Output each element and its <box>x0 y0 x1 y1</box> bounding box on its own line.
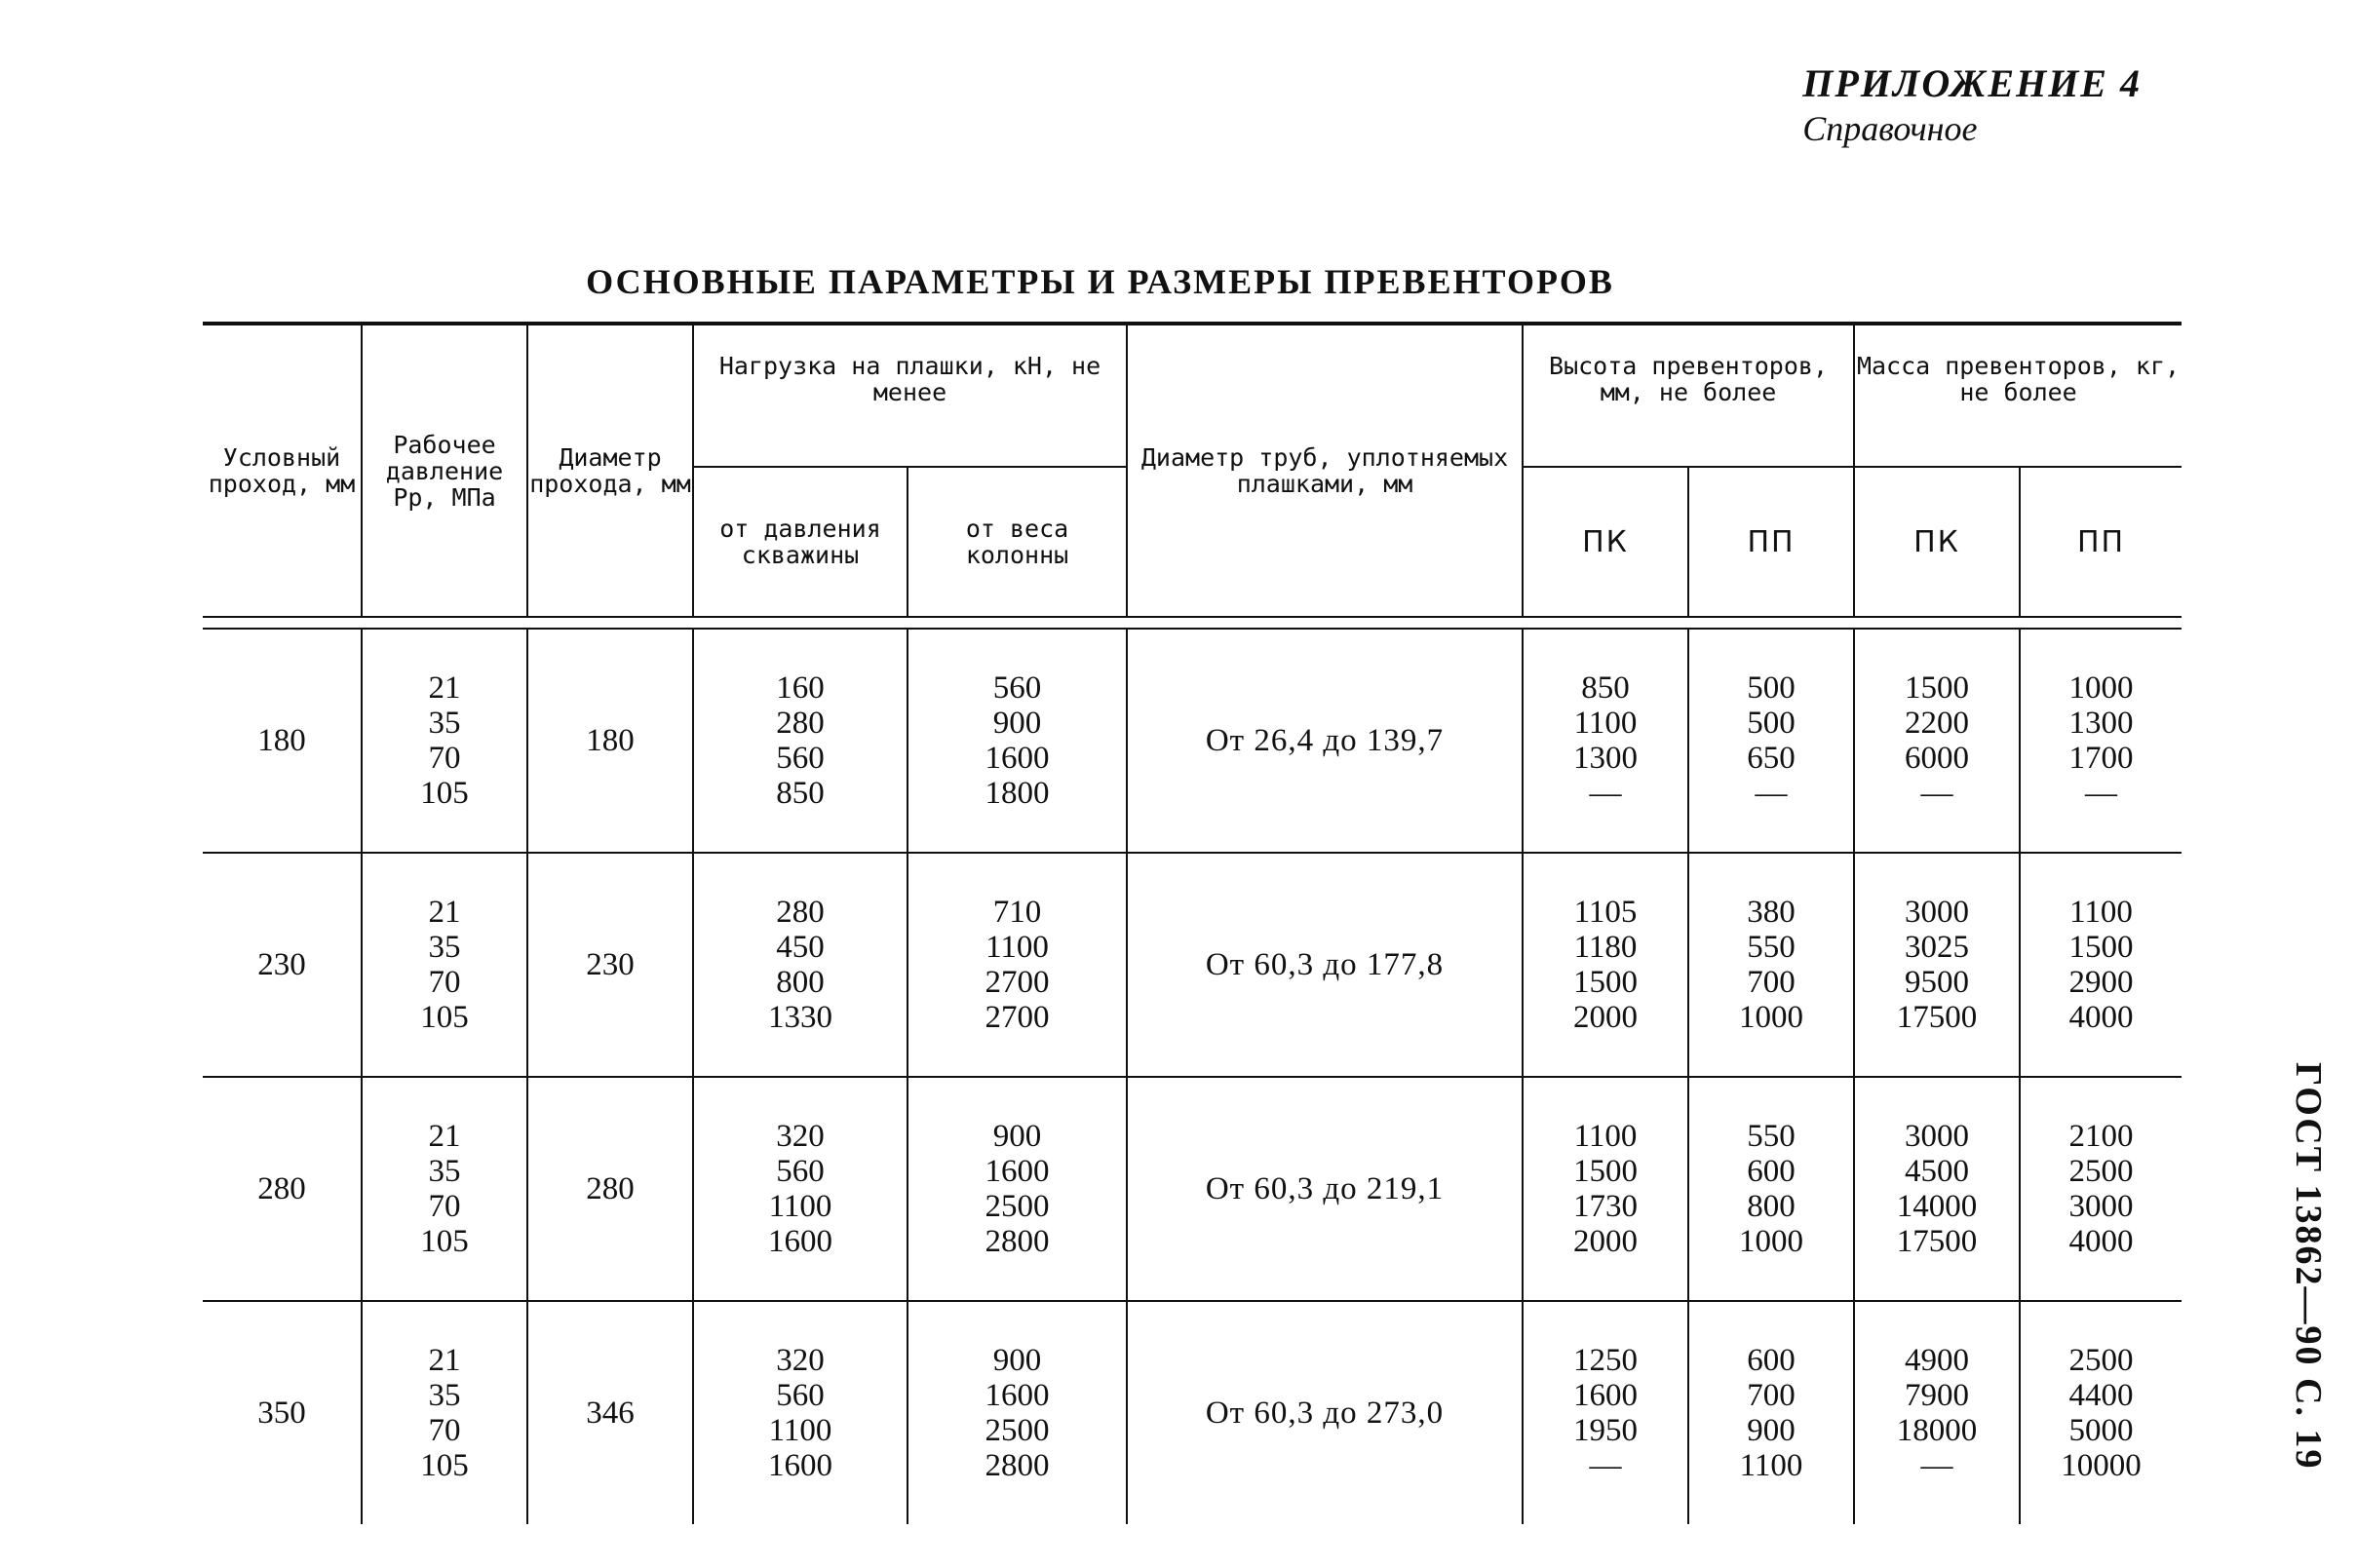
cell-working-pressure-value: 35 <box>428 1154 461 1189</box>
cell-mass-pp-value: 2900 <box>2068 965 2134 1000</box>
header-ram-load: Нагрузка на плашки, кН, не менее <box>693 325 1127 467</box>
cell-height-pk <box>1523 1301 1688 1524</box>
cell-mass-pp-value: 5000 <box>2068 1413 2134 1448</box>
cell-height-pk-value: 1100 <box>1573 1119 1638 1154</box>
cell-load-from-string-weight-value: 2800 <box>985 1224 1050 1259</box>
cell-load-from-well-pressure-value: 320 <box>776 1119 825 1154</box>
cell-height-pk-value: 1180 <box>1573 930 1638 965</box>
cell-mass-pp-value: 2100 <box>2068 1119 2134 1154</box>
cell-height-pk-value: 1500 <box>1573 965 1638 1000</box>
cell-working-pressure-value: 21 <box>428 895 461 930</box>
cell-working-pressure <box>362 1077 527 1301</box>
cell-load-from-well-pressure-value: 1100 <box>768 1189 832 1224</box>
cell-bore-diameter: 230 <box>527 853 693 1077</box>
header-mass: Масса превенторов, кг, не более <box>1854 325 2182 467</box>
header-bore-diameter: Диаметр прохода, мм <box>527 325 693 616</box>
document-title: ОСНОВНЫЕ ПАРАМЕТРЫ И РАЗМЕРЫ ПРЕВЕНТОРОВ <box>586 262 1614 301</box>
cell-bore-diameter: 280 <box>527 1077 693 1301</box>
cell-height-pp <box>1688 1077 1854 1301</box>
cell-height-pp-value: 700 <box>1747 965 1796 1000</box>
cell-working-pressure-value: 35 <box>428 930 461 965</box>
table-row <box>203 1077 2182 1301</box>
cell-height-pk-value: 2000 <box>1573 1224 1638 1259</box>
cell-working-pressure-value: 35 <box>428 706 461 741</box>
appendix-title: ПРИЛОЖЕНИЕ 4 <box>1802 61 2142 105</box>
cell-load-from-string-weight-value: 2800 <box>985 1448 1050 1483</box>
cell-bore-diameter: 180 <box>527 630 693 853</box>
cell-height-pp-value: 800 <box>1747 1189 1796 1224</box>
cell-working-pressure-value: 70 <box>428 965 461 1000</box>
cell-height-pp <box>1688 630 1854 853</box>
cell-nominal-bore: 230 <box>203 853 362 1077</box>
table-row <box>203 630 2182 853</box>
cell-load-from-string-weight <box>908 1077 1127 1301</box>
cell-load-from-string-weight-value: 900 <box>992 1343 1042 1378</box>
cell-height-pp-value: 900 <box>1747 1413 1796 1448</box>
cell-load-from-well-pressure <box>693 630 908 853</box>
cell-load-from-string-weight-value: 710 <box>992 895 1042 930</box>
cell-nominal-bore: 280 <box>203 1077 362 1301</box>
cell-mass-pp-value: 4000 <box>2068 1000 2134 1035</box>
cell-bore-diameter: 346 <box>527 1301 693 1524</box>
cell-load-from-string-weight-value: 2500 <box>985 1413 1050 1448</box>
cell-load-from-string-weight-value: 1600 <box>985 1378 1050 1413</box>
cell-mass-pp-value: — <box>2085 776 2117 811</box>
cell-working-pressure-value: 105 <box>420 1448 469 1483</box>
table-body <box>203 630 2182 1524</box>
header-pipe-diameter: Диаметр труб, уплотняемых плашками, мм <box>1127 325 1523 616</box>
cell-load-from-well-pressure-value: 280 <box>776 895 825 930</box>
cell-height-pp-value: — <box>1755 776 1788 811</box>
cell-working-pressure-value: 35 <box>428 1378 461 1413</box>
cell-height-pp-value: 700 <box>1747 1378 1796 1413</box>
cell-height-pp-value: 650 <box>1747 741 1796 776</box>
table-row <box>203 1301 2182 1524</box>
cell-working-pressure-value: 70 <box>428 741 461 776</box>
cell-height-pp-value: 1100 <box>1739 1448 1803 1483</box>
header-load-from-well-pressure: от давления скважины <box>693 467 908 616</box>
cell-pipe-diameter-range: От 26,4 до 139,7 <box>1127 630 1523 853</box>
cell-mass-pk-value: 3025 <box>1905 930 1969 965</box>
cell-load-from-string-weight <box>908 853 1127 1077</box>
cell-load-from-well-pressure-value: 320 <box>776 1343 825 1378</box>
cell-load-from-well-pressure-value: 450 <box>776 930 825 965</box>
cell-height-pp <box>1688 853 1854 1077</box>
cell-working-pressure-value: 70 <box>428 1189 461 1224</box>
cell-load-from-string-weight-value: 1600 <box>985 741 1050 776</box>
cell-load-from-well-pressure <box>693 1077 908 1301</box>
cell-mass-pp <box>2020 1301 2182 1524</box>
cell-height-pk-value: 2000 <box>1573 1000 1638 1035</box>
cell-mass-pk-value: 3000 <box>1905 895 1969 930</box>
cell-load-from-string-weight <box>908 1301 1127 1524</box>
cell-mass-pp-value: 4400 <box>2068 1378 2134 1413</box>
cell-load-from-well-pressure-value: 280 <box>776 706 825 741</box>
cell-mass-pk-value: 17500 <box>1896 1224 1978 1259</box>
cell-load-from-string-weight <box>908 630 1127 853</box>
cell-height-pk-value: 1100 <box>1573 706 1638 741</box>
cell-working-pressure-value: 105 <box>420 776 469 811</box>
cell-height-pp-value: 380 <box>1747 895 1796 930</box>
cell-height-pk-value: 1250 <box>1573 1343 1638 1378</box>
cell-working-pressure <box>362 630 527 853</box>
cell-mass-pp-value: 4000 <box>2068 1224 2134 1259</box>
cell-mass-pk <box>1854 853 2020 1077</box>
cell-load-from-well-pressure <box>693 1301 908 1524</box>
cell-mass-pk-value: 14000 <box>1896 1189 1978 1224</box>
appendix-subtitle: Справочное <box>1802 109 1978 148</box>
cell-pipe-diameter-range: От 60,3 до 273,0 <box>1127 1301 1523 1524</box>
header-height: Высота превенторов, мм, не более <box>1523 325 1854 467</box>
cell-height-pp-value: 500 <box>1747 706 1796 741</box>
cell-height-pk-value: 850 <box>1581 670 1630 706</box>
cell-load-from-well-pressure-value: 1600 <box>768 1448 832 1483</box>
preventer-parameters-table <box>203 322 2182 1524</box>
cell-mass-pk-value: 1500 <box>1905 670 1969 706</box>
cell-working-pressure-value: 21 <box>428 1343 461 1378</box>
cell-mass-pk-value: 17500 <box>1896 1000 1978 1035</box>
standard-page-label: ГОСТ 13862—90 С. 19 <box>2288 1062 2329 1471</box>
cell-mass-pp-value: 2500 <box>2068 1343 2134 1378</box>
table-header <box>203 325 2182 616</box>
cell-height-pp-value: 500 <box>1747 670 1796 706</box>
cell-mass-pk-value: 9500 <box>1905 965 1969 1000</box>
cell-height-pk-value: 1500 <box>1573 1154 1638 1189</box>
cell-height-pp-value: 600 <box>1747 1343 1796 1378</box>
cell-height-pk-value: — <box>1589 776 1622 811</box>
cell-height-pk <box>1523 630 1688 853</box>
cell-load-from-well-pressure-value: 1100 <box>768 1413 832 1448</box>
cell-mass-pk-value: 2200 <box>1905 706 1969 741</box>
cell-pipe-diameter-range: От 60,3 до 219,1 <box>1127 1077 1523 1301</box>
header-nominal-bore: Условный проход, мм <box>208 443 356 498</box>
cell-mass-pp <box>2020 630 2182 853</box>
cell-height-pk-value: 1950 <box>1573 1413 1638 1448</box>
cell-mass-pk-value: 4900 <box>1905 1343 1969 1378</box>
cell-working-pressure-value: 105 <box>420 1000 469 1035</box>
cell-mass-pk <box>1854 630 2020 853</box>
cell-mass-pp-value: 10000 <box>2061 1448 2142 1483</box>
cell-height-pp <box>1688 1301 1854 1524</box>
cell-pipe-diameter-range: От 60,3 до 177,8 <box>1127 853 1523 1077</box>
cell-mass-pk <box>1854 1301 2020 1524</box>
cell-mass-pk-value: 18000 <box>1896 1413 1978 1448</box>
cell-mass-pp-value: 3000 <box>2068 1189 2134 1224</box>
cell-load-from-well-pressure-value: 560 <box>776 741 825 776</box>
cell-mass-pp-value: 1300 <box>2068 706 2134 741</box>
cell-mass-pk-value: — <box>1920 1448 1953 1483</box>
cell-working-pressure-value: 21 <box>428 670 461 706</box>
cell-height-pk-value: 1600 <box>1573 1378 1638 1413</box>
cell-mass-pp <box>2020 853 2182 1077</box>
cell-nominal-bore: 350 <box>257 1396 306 1431</box>
cell-height-pp-value: 600 <box>1747 1154 1796 1189</box>
header-load-from-string-weight: от веса колонны <box>908 467 1127 616</box>
cell-mass-pk-value: 7900 <box>1905 1378 1969 1413</box>
cell-height-pp-value: 550 <box>1747 930 1796 965</box>
cell-working-pressure-value: 21 <box>428 1119 461 1154</box>
header-double-rule <box>203 616 2182 630</box>
cell-load-from-well-pressure-value: 160 <box>776 670 825 706</box>
header-mass-pk: ПК <box>1854 467 2020 616</box>
cell-height-pk-value: 1730 <box>1573 1189 1638 1224</box>
header-mass-pp: ПП <box>2020 467 2182 616</box>
cell-mass-pk-value: 3000 <box>1905 1119 1969 1154</box>
cell-height-pk-value: 1105 <box>1573 895 1638 930</box>
cell-mass-pp <box>2020 1077 2182 1301</box>
cell-load-from-well-pressure-value: 1330 <box>768 1000 832 1035</box>
cell-working-pressure <box>362 853 527 1077</box>
cell-load-from-well-pressure-value: 560 <box>776 1378 825 1413</box>
cell-mass-pp-value: 2500 <box>2068 1154 2134 1189</box>
cell-mass-pp-value: 1700 <box>2068 741 2134 776</box>
cell-height-pp-value: 1000 <box>1739 1000 1803 1035</box>
cell-load-from-string-weight-value: 560 <box>992 670 1042 706</box>
cell-load-from-well-pressure-value: 800 <box>776 965 825 1000</box>
cell-mass-pk-value: 6000 <box>1905 741 1969 776</box>
cell-load-from-string-weight-value: 1800 <box>985 776 1050 811</box>
cell-height-pk-value: — <box>1589 1448 1622 1483</box>
cell-load-from-string-weight-value: 2500 <box>985 1189 1050 1224</box>
header-working-pressure: Рабочее давление Pp, МПа <box>362 325 527 616</box>
appendix-heading <box>1802 60 2142 149</box>
cell-load-from-string-weight-value: 1100 <box>985 930 1049 965</box>
cell-load-from-well-pressure-value: 560 <box>776 1154 825 1189</box>
cell-load-from-string-weight-value: 900 <box>992 1119 1042 1154</box>
cell-mass-pk <box>1854 1077 2020 1301</box>
cell-mass-pp-value: 1100 <box>2069 895 2133 930</box>
cell-load-from-well-pressure-value: 850 <box>776 776 825 811</box>
cell-working-pressure-value: 105 <box>420 1224 469 1259</box>
cell-nominal-bore: 180 <box>203 630 362 853</box>
header-height-pk: ПК <box>1523 467 1688 616</box>
cell-height-pp-value: 550 <box>1747 1119 1796 1154</box>
table-row <box>203 853 2182 1077</box>
cell-height-pk-value: 1300 <box>1573 741 1638 776</box>
cell-height-pk <box>1523 1077 1688 1301</box>
cell-mass-pp-value: 1500 <box>2068 930 2134 965</box>
cell-load-from-well-pressure <box>693 853 908 1077</box>
cell-working-pressure-value: 70 <box>428 1413 461 1448</box>
cell-load-from-well-pressure-value: 1600 <box>768 1224 832 1259</box>
cell-load-from-string-weight-value: 1600 <box>985 1154 1050 1189</box>
cell-height-pk <box>1523 853 1688 1077</box>
cell-mass-pk-value: 4500 <box>1905 1154 1969 1189</box>
cell-load-from-string-weight-value: 2700 <box>985 965 1050 1000</box>
header-height-pp: ПП <box>1688 467 1854 616</box>
cell-working-pressure <box>362 1301 527 1524</box>
cell-load-from-string-weight-value: 900 <box>992 706 1042 741</box>
cell-mass-pk-value: — <box>1920 776 1953 811</box>
cell-mass-pp-value: 1000 <box>2068 670 2134 706</box>
cell-load-from-string-weight-value: 2700 <box>985 1000 1050 1035</box>
cell-height-pp-value: 1000 <box>1739 1224 1803 1259</box>
